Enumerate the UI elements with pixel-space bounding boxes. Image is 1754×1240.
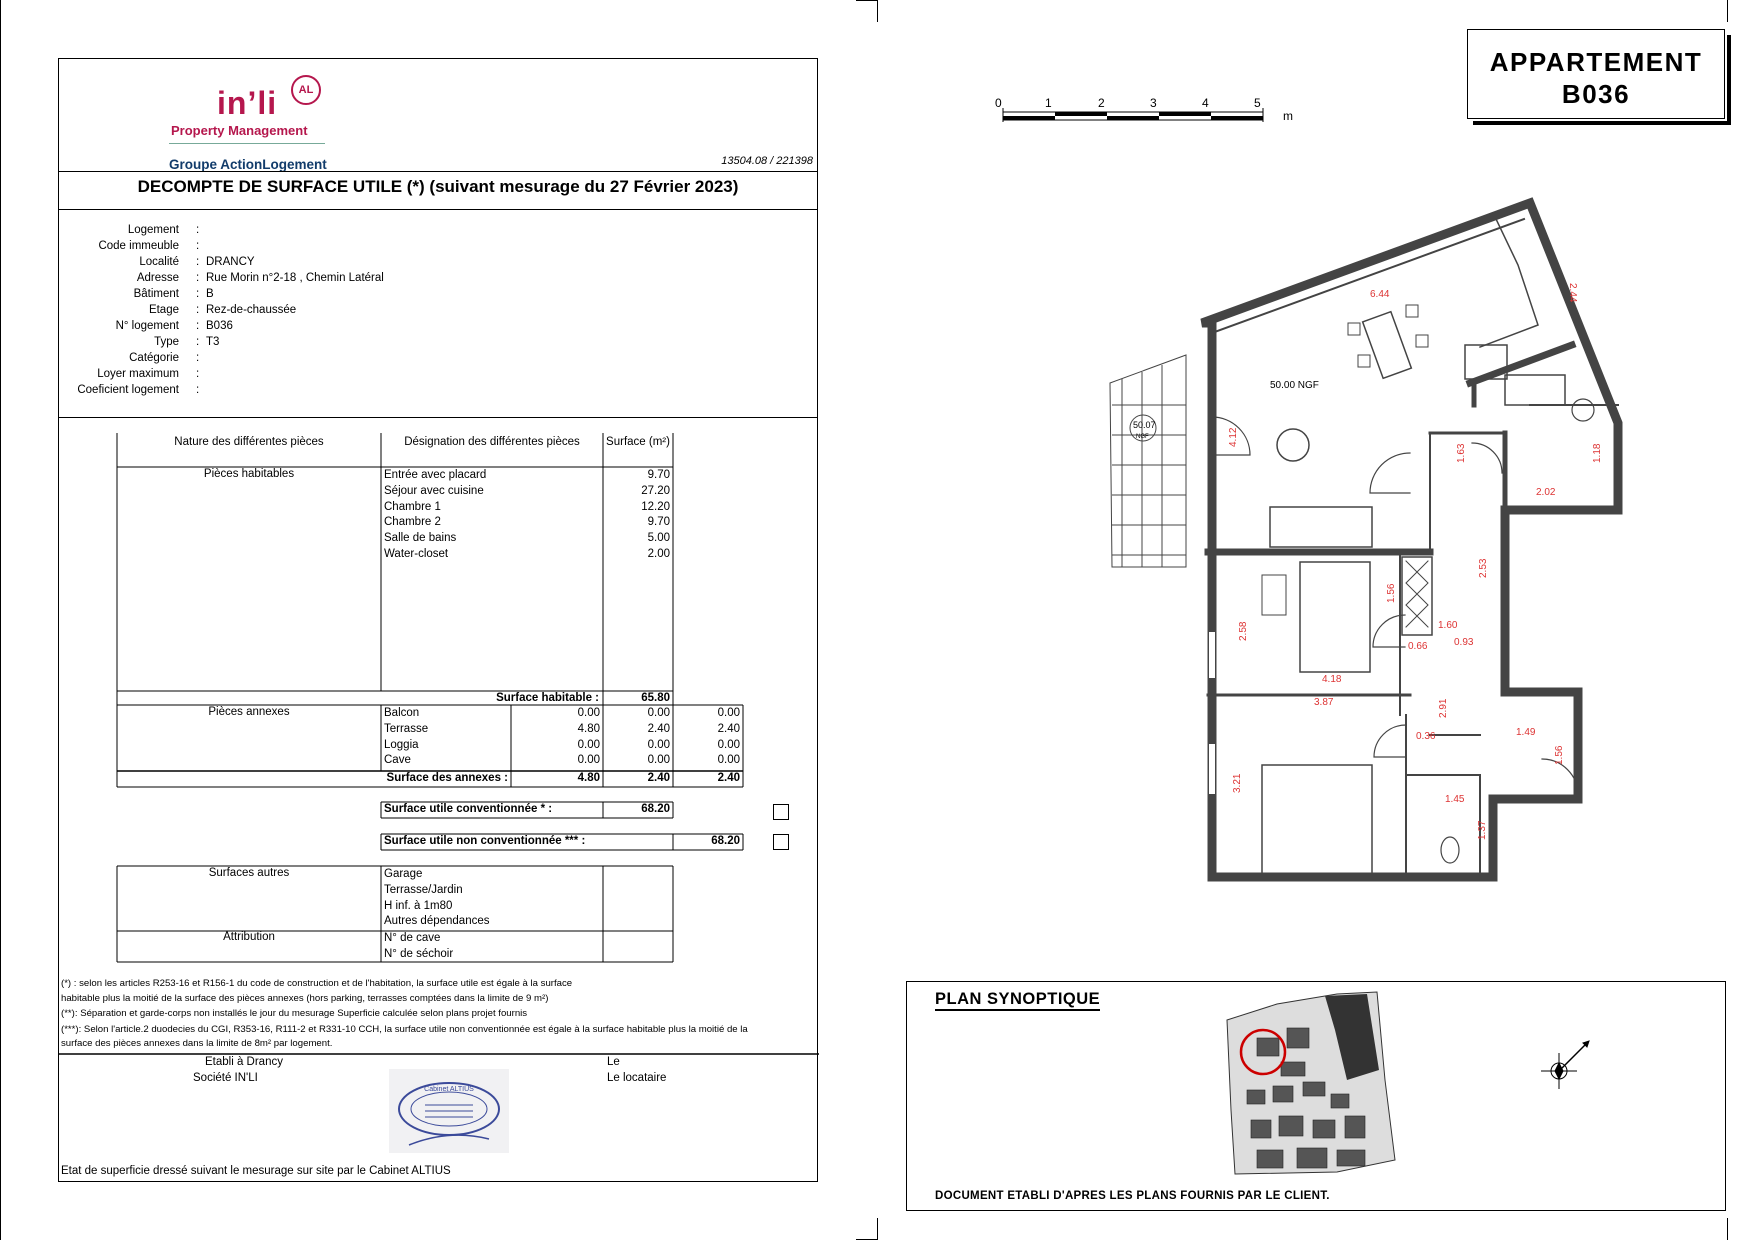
annex-name: Terrasse [384,722,429,735]
info-label: Catégorie [129,352,179,364]
info-value: Rue Morin n°2-18 , Chemin Latéral [206,272,384,284]
habitable-total: 65.80 [641,692,670,704]
room-surface: 9.70 [647,516,670,529]
dimension-label: 2.58 [1238,621,1249,641]
annex-value: 4.80 [577,722,600,735]
dimension-label: 1.18 [1592,443,1603,463]
header-designation: Désignation des différentes pièces [404,436,580,448]
info-value: T3 [206,336,220,348]
utile-nonconv-checkbox[interactable] [773,834,789,850]
room-name: Séjour avec cuisine [384,484,484,497]
logo-badge: AL [291,75,321,105]
annexes-total-b: 2.40 [647,772,670,784]
info-label: N° logement [115,320,179,332]
annex-value: 0.00 [647,754,670,767]
annex-value: 2.40 [717,722,740,735]
annexes-col-a [511,706,600,769]
scale-tick-label: 5 [1254,96,1261,110]
annexes-names [384,706,428,769]
dimension-label: 0.66 [1408,641,1428,652]
footnote-line: habitable plus la moitié de la surface des pièces annexes (hors parking, terrasses comptées dans la limite de 9 m²) [61,992,549,1004]
footnote-line: surface des pièces annexes dans la limite de 8m² par logement. [61,1038,333,1049]
info-label: Bâtiment [133,288,179,300]
attribution-item: N° de cave [384,932,441,944]
habitable-surfaces-list [603,468,670,563]
apartment-label: APPARTEMENT [1489,47,1703,77]
info-label: Coeficient logement [77,384,179,396]
room-name: Chambre 1 [384,500,441,513]
crop-mark [877,0,878,22]
ngf-level-label-2: 50.07 [1133,420,1156,430]
scale-tick-label: 0 [995,96,1002,110]
annex-value: 0.00 [717,707,740,719]
annexes-col-b [603,706,670,769]
etabli-text: Etabli à Drancy [205,1056,283,1068]
apartment-title-box [1467,29,1725,119]
annex-value: 0.00 [717,738,740,751]
autres-items [384,867,490,930]
utile-nonconv-label: Surface utile non conventionnée *** : [384,835,586,847]
logo-group: Groupe ActionLogement [169,157,327,172]
utile-nonconv-value: 68.20 [711,835,740,847]
habitable-total-label: Surface habitable : [496,692,599,704]
info-value: B [206,288,214,300]
ngf-level-label: 50.00 NGF [1270,380,1319,391]
attribution-item: N° de séchoir [384,947,454,960]
apartment-number: B036 [1561,79,1631,109]
scale-bar [995,94,1305,134]
footnote-line: (***): Selon l'article.2 duodecies du CGI, R353-16, R111-2 et R331-10 CCH, la surface utile non conventionnée est égale à la surface habitable plus la moitié de la [61,1023,748,1035]
housing-info: Logement : Code immeuble : Localité : DRANCY Adresse : Rue Morin n°2-18 , Chemin Latéral Bâtiment : B Etage : Rez-de-chaussée N° logement : B036 Type : T3 Catégorie : Loyer maximum : Coeficient logement : [77,224,384,396]
scale-tick-label: 2 [1098,96,1105,110]
dimension-label: 2.02 [1536,487,1556,498]
info-label: Localité [139,256,179,268]
crop-mark [877,1218,878,1240]
logo-subtitle: Property Management [171,123,308,138]
locataire-text: Le locataire [607,1072,667,1084]
scale-tick-label: 4 [1202,96,1209,110]
stamp-text: Cabinet ALTIUS [424,1086,474,1093]
room-surface: 12.20 [641,500,670,513]
footnote-line: (**): Séparation et garde-corps non installés le jour du mesurage Superficie calculée selon plans projet fournis [61,1008,528,1019]
utile-conv-value: 68.20 [641,803,670,815]
room-surface: 9.70 [647,469,670,481]
room-name: Salle de bains [384,532,457,545]
attribution-label: Attribution [223,931,275,943]
dimension-label: 4.12 [1228,427,1239,447]
dimension-label: 3.21 [1232,773,1243,793]
synoptique-footer: DOCUMENT ETABLI D'APRES LES PLANS FOURNIS PAR LE CLIENT. [935,1190,1330,1202]
annex-value: 0.00 [647,738,670,751]
dimension-label: 1.37 [1477,820,1488,840]
dimension-label: 0.36 [1416,731,1436,742]
habitables-label: Pièces habitables [203,468,295,480]
info-label: Code immeuble [98,240,179,252]
ngf-level-unit: NGF [1136,434,1149,440]
annex-value: 0.00 [577,707,600,719]
scale-tick-label: 3 [1150,96,1157,110]
habitable-rooms-list [384,468,486,563]
room-name: Entrée avec placard [384,469,487,481]
autres-item: H inf. à 1m80 [384,899,453,912]
annexes-total-a: 4.80 [577,772,600,784]
dimension-label: 1.49 [1516,727,1536,738]
room-surface: 27.20 [641,484,670,497]
dimension-label: 1.56 [1554,745,1565,765]
annex-value: 0.00 [577,754,600,767]
annexes-col-c [673,706,740,769]
annex-name: Balcon [384,707,420,719]
attribution-items [384,931,453,963]
info-value: DRANCY [206,256,255,268]
dimension-label: 2.53 [1478,558,1489,578]
crop-mark [856,0,877,1]
reference-number: 13504.08 / 221398 [721,155,813,167]
info-label: Type [154,336,179,348]
document-title: DECOMPTE DE SURFACE UTILE (*) (suivant mesurage du 27 Février 2023) [137,177,739,196]
surface-sheet [58,58,818,1182]
room-surface: 2.00 [647,547,670,560]
room-surface: 5.00 [647,532,670,545]
utile-conv-label: Surface utile conventionnée * : [384,803,553,815]
autres-item: Autres dépendances [384,915,490,928]
site-map [1217,990,1417,1180]
autres-item: Terrasse/Jardin [384,883,463,896]
plan-synoptique-box [906,981,1726,1211]
dimension-label: 6.44 [1370,289,1390,300]
info-label: Loyer maximum [97,368,179,380]
dimension-label: 4.18 [1322,674,1342,685]
crop-mark [1727,1218,1728,1240]
floor-plan [1100,195,1640,895]
annex-name: Loggia [384,738,419,751]
scale-tick-label: 1 [1045,96,1052,110]
crop-mark [0,0,1,1240]
dimension-label: 1.60 [1438,620,1458,631]
annex-value: 0.00 [647,707,670,719]
dimension-label: 1.63 [1456,443,1467,463]
header-nature: Nature des différentes pièces [174,436,324,448]
info-label: Logement [127,224,179,236]
bottom-note: Etat de superficie dressé suivant le mesurage sur site par le Cabinet ALTIUS [61,1165,451,1177]
dimension-label: 1.56 [1386,583,1397,603]
room-name: Water-closet [384,547,449,560]
annexes-label: Pièces annexes [208,706,290,718]
footnotes [61,977,801,1052]
info-label: Etage [148,304,179,316]
annexes-total-label: Surface des annexes : [386,772,508,784]
autres-label: Surfaces autres [208,867,290,879]
crop-mark [1727,0,1728,22]
info-label: Adresse [136,272,179,284]
room-name: Chambre 2 [384,516,441,529]
dimension-label: 2.44 [1567,283,1578,303]
info-value: B036 [206,320,233,332]
scale-unit: m [1283,109,1293,123]
header-surface: Surface (m²) [606,436,670,448]
footnote-line: (*) : selon les articles R253-16 et R156-1 du code de construction et de l'habitation, la surface utile est égale à la surface [61,978,573,989]
compass-icon [1537,1037,1597,1097]
societe-text: Société IN'LI [193,1072,258,1084]
company-stamp [389,1069,509,1153]
info-value: Rez-de-chaussée [206,304,297,316]
le-text: Le [607,1056,620,1068]
dimension-label: 3.87 [1314,697,1334,708]
dimension-label: 0.93 [1454,637,1474,648]
annex-value: 0.00 [717,754,740,767]
logo-brand: in’li [217,85,278,121]
dimension-label: 2.91 [1438,698,1449,718]
annexes-total-c: 2.40 [717,772,740,784]
autres-item: Garage [384,868,423,880]
synoptique-title: PLAN SYNOPTIQUE [935,990,1100,1011]
annex-value: 0.00 [577,738,600,751]
annex-name: Cave [384,754,411,767]
annex-value: 2.40 [647,722,670,735]
dimension-label: 1.45 [1445,794,1465,805]
utile-conv-checkbox[interactable] [773,804,789,820]
